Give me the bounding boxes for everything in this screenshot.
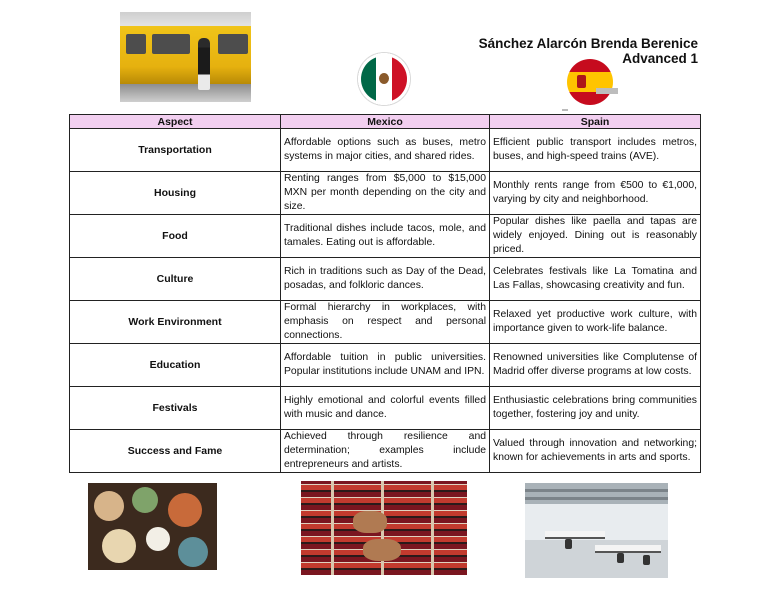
- table-row: [70, 215, 701, 258]
- table-row: [70, 301, 701, 344]
- plate: [132, 487, 158, 513]
- spain-cell: Popular dishes like paella and tapas are widely enjoyed. Dining out is reasonably priced.: [490, 215, 701, 258]
- train-window: [152, 34, 190, 54]
- desk: [545, 531, 605, 539]
- table-row: [70, 129, 701, 172]
- header-spain: Spain: [490, 115, 701, 129]
- spain-cell: Monthly rents range from €500 to €1,000, varying by city and neighborhood.: [490, 172, 701, 215]
- ceiling-beam: [525, 489, 668, 492]
- table-header-row: [70, 115, 701, 129]
- table-row: [70, 387, 701, 430]
- aspect-cell: Education: [70, 344, 281, 387]
- plate: [178, 537, 208, 567]
- aspect-cell: Housing: [70, 172, 281, 215]
- train-window: [218, 34, 248, 54]
- plate: [146, 527, 170, 551]
- mexico-cell: Affordable options such as buses, metro systems in major cities, and shared rides.: [281, 129, 490, 172]
- flag-caption-dot: [562, 109, 568, 111]
- author-level: Advanced 1: [622, 51, 698, 66]
- mexico-flag-icon: [357, 52, 411, 106]
- plate: [94, 491, 124, 521]
- table-row: [70, 344, 701, 387]
- aspect-cell: Food: [70, 215, 281, 258]
- spain-cell: Efficient public transport includes metros, buses, and high-speed trains (AVE).: [490, 129, 701, 172]
- comparison-table: [69, 114, 701, 473]
- mexico-cell: Highly emotional and colorful events filled with music and dance.: [281, 387, 490, 430]
- mexico-cell: Affordable tuition in public universities. Popular institutions include UNAM and IPN.: [281, 344, 490, 387]
- mexico-cell: Formal hierarchy in workplaces, with emphasis on respect and personal connections.: [281, 301, 490, 344]
- loom-thread: [431, 481, 434, 575]
- chair: [617, 553, 624, 563]
- train-photo: [120, 12, 251, 102]
- spain-cell: Relaxed yet productive work culture, with importance given to work-life balance.: [490, 301, 701, 344]
- spain-cell: Enthusiastic celebrations bring communities together, fostering joy and unity.: [490, 387, 701, 430]
- spain-cell: Valued through innovation and networking; known for achievements in arts and sports.: [490, 430, 701, 473]
- desk: [595, 545, 661, 553]
- platform-floor: [120, 84, 251, 102]
- author-name: Sánchez Alarcón Brenda Berenice: [478, 36, 698, 51]
- hand: [363, 539, 401, 561]
- hand: [353, 511, 387, 533]
- aspect-cell: Success and Fame: [70, 430, 281, 473]
- mexico-cell: Rich in traditions such as Day of the Dead, posadas, and folkloric dances.: [281, 258, 490, 301]
- aspect-cell: Transportation: [70, 129, 281, 172]
- loom-thread: [331, 481, 334, 575]
- mexico-cell: Renting ranges from $5,000 to $15,000 MXN per month depending on the city and size.: [281, 172, 490, 215]
- table-row: [70, 430, 701, 473]
- flag-caption-bar: [596, 88, 618, 94]
- plate: [168, 493, 202, 527]
- aspect-cell: Culture: [70, 258, 281, 301]
- plate: [102, 529, 136, 563]
- mexico-cell: Traditional dishes include tacos, mole, and tamales. Eating out is affordable.: [281, 215, 490, 258]
- author-block: [479, 36, 698, 66]
- header-aspect: Aspect: [70, 115, 281, 129]
- aspect-cell: Festivals: [70, 387, 281, 430]
- mexico-cell: Achieved through resilience and determination; examples include entrepreneurs and artists.: [281, 430, 490, 473]
- aspect-cell: Work Environment: [70, 301, 281, 344]
- food-photo: [88, 483, 217, 570]
- ceiling-beam: [525, 497, 668, 500]
- office-photo: [525, 483, 668, 578]
- person-figure: [198, 38, 210, 90]
- spain-cell: Renowned universities like Complutense of Madrid offer diverse programs at low costs.: [490, 344, 701, 387]
- header-mexico: Mexico: [281, 115, 490, 129]
- chair: [565, 539, 572, 549]
- chair: [643, 555, 650, 565]
- weaving-photo: [301, 481, 467, 575]
- table-row: [70, 258, 701, 301]
- table-row: [70, 172, 701, 215]
- train-window: [126, 34, 146, 54]
- spain-cell: Celebrates festivals like La Tomatina and Las Fallas, showcasing creativity and fun.: [490, 258, 701, 301]
